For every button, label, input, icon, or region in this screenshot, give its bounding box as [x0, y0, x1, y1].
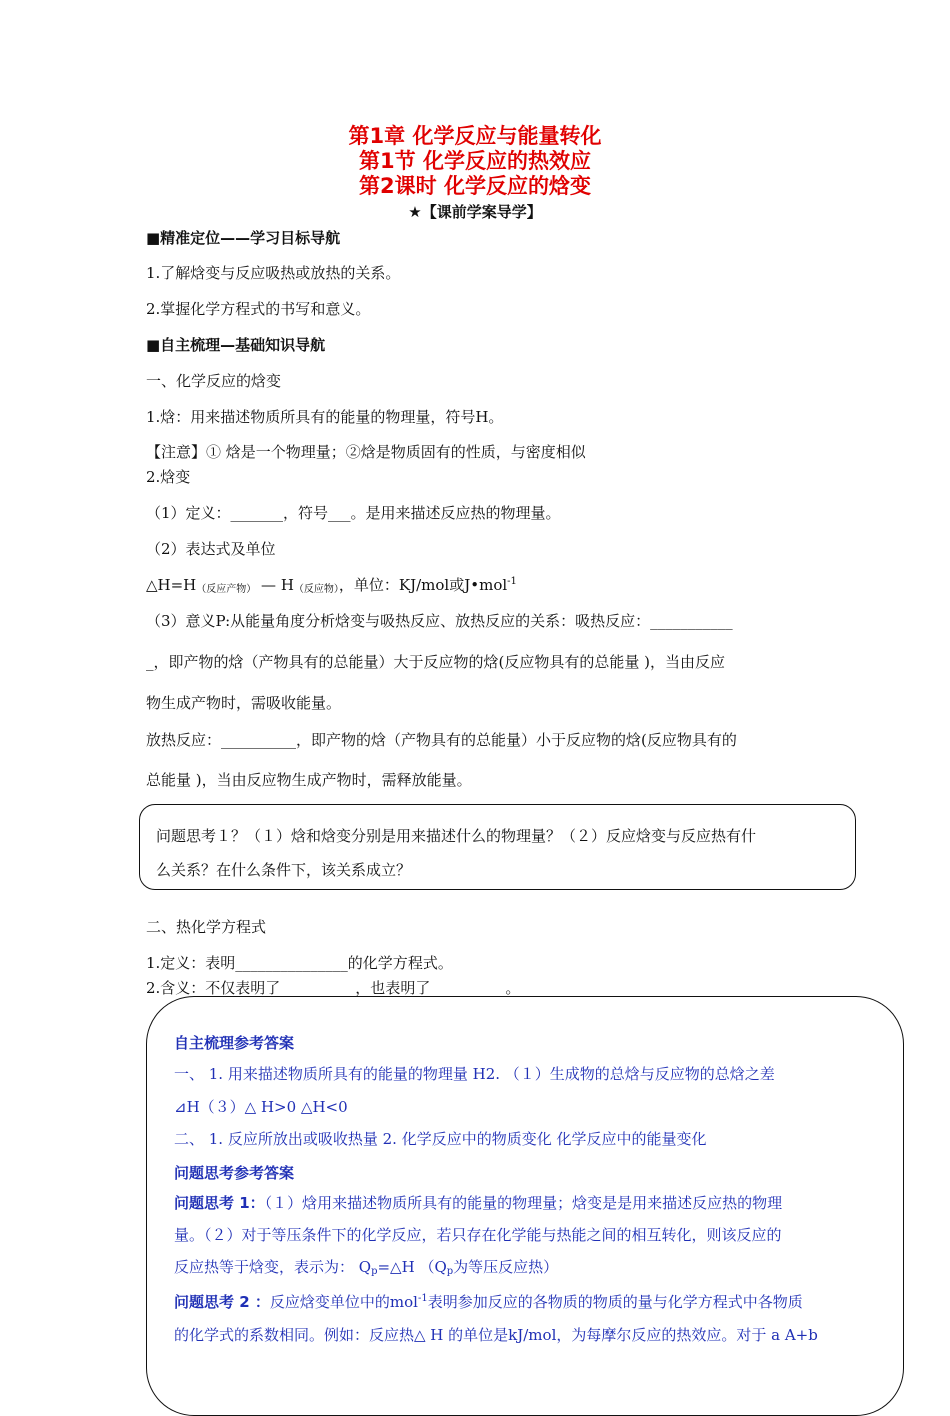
q1-answer-line: 反应热等于焓变，表示为： $Q_p=\triangle H$ （$Q_p$为等压反应热） [174, 1258, 559, 1277]
meaning-line: _，即产物的焓（产物具有的总能量）大于反应物的焓(反应物具有的总能量 )，当由反应 [146, 653, 725, 671]
meaning-line: 物生成产物时，需吸收能量。 [146, 694, 342, 712]
question-line: 问题思考１？（１）焓和焓变分别是用来描述什么的物理量？（２）反应焓变与反应热有什 [156, 827, 757, 845]
q2-answer-line: 问题思考 2 ：反应焓变单位中的mol$^{-1}$表明参加反应的各物质的物质的量与化学方程式中各物质 [174, 1293, 803, 1311]
part2-title: 二、热化学方程式 [146, 918, 267, 936]
note-line: 【注意】① 焓是一个物理量；②焓是物质固有的性质，与密度相似 [146, 443, 586, 461]
definition-blank-line: （1）定义：_______，符号___。是用来描述反应热的物理量。 [146, 504, 561, 522]
question-answers-heading: 问题思考参考答案 [174, 1164, 295, 1182]
answer-line: ⊿H（３）△ H>0 △H<0 [174, 1098, 348, 1116]
part1-title: 一、化学反应的焓变 [146, 372, 282, 390]
q1-answer-line: 问题思考 1：（１）焓用来描述物质所具有的能量的物理量；焓变是是用来描述反应热的物理 [174, 1194, 783, 1212]
guide-subtitle: ★【课前学案导学】 [408, 203, 542, 221]
q1-answer-line: 量。（２）对于等压条件下的化学反应，若只存在化学能与热能之间的相互转化，则该反应的 [174, 1226, 782, 1244]
enthalpy-definition: 1.焓：用来描述物质所具有的能量的物理量，符号H。 [146, 408, 504, 426]
answer-line: 一、 1. 用来描述物质所具有的能量的物理量 H2. （１）生成物的总焓与反应物的总焓之差 [174, 1065, 775, 1083]
knowledge-heading: ■自主梳理—基础知识导航 [146, 336, 326, 354]
question-line: 么关系？在什么条件下，该关系成立？ [156, 861, 412, 879]
exothermic-line: 放热反应：__________，即产物的焓（产物具有的总能量）小于反应物的焓(反应物具有的 [146, 731, 737, 749]
enthalpy-formula: $\triangle H=H_{(反应产物)}$ — $H_{(反应物)}$，单位：KJ/mol或J•mol$^{-1}$ [146, 576, 517, 595]
lesson-title: 第2课时 化学反应的焓变 [359, 174, 591, 198]
answers-heading: 自主梳理参考答案 [174, 1034, 295, 1052]
q2-answer-line: 的化学式的系数相同。例如：反应热△ H 的单位是kJ/mol，为每摩尔反应的热效应。对于 a A+b [174, 1326, 818, 1344]
thermo-definition: 1.定义：表明_______________的化学方程式。 [146, 954, 453, 972]
exothermic-line: 总能量 )，当由反应物生成产物时，需释放能量。 [146, 771, 472, 789]
objective-item: 2.掌握化学方程式的书写和意义。 [146, 300, 371, 318]
enthalpy-change-title: 2.焓变 [146, 468, 191, 486]
thermo-meaning: 2.含义：不仅表明了__________，也表明了__________。 [146, 979, 521, 997]
chapter-title: 第1章 化学反应与能量转化 [348, 124, 602, 148]
objective-item: 1.了解焓变与反应吸热或放热的关系。 [146, 264, 401, 282]
question-box [139, 804, 856, 890]
objectives-heading: ■精准定位——学习目标导航 [146, 229, 341, 247]
meaning-line: （3）意义P:从能量角度分析焓变与吸热反应、放热反应的关系：吸热反应：___________ [146, 612, 733, 630]
answer-line: 二、 1. 反应所放出或吸收热量 2. 化学反应中的物质变化 化学反应中的能量变化 [174, 1130, 707, 1148]
section-title: 第1节 化学反应的热效应 [359, 149, 591, 173]
expression-title: （2）表达式及单位 [146, 540, 276, 558]
